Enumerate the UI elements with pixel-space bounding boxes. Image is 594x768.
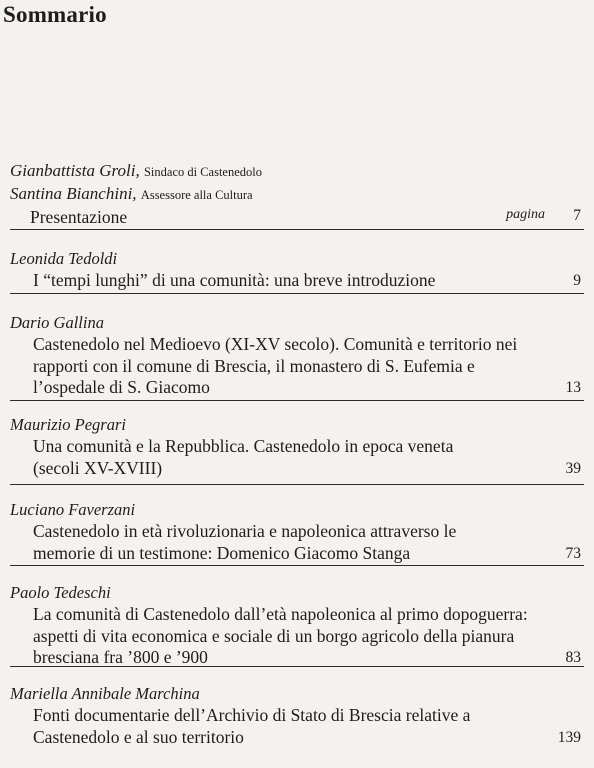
intro-author-2-role: Assessore alla Cultura bbox=[140, 188, 253, 202]
intro-title: Presentazione bbox=[30, 207, 128, 227]
toc-entry bbox=[10, 582, 585, 669]
entry-author: Mariella Annibale Marchina bbox=[10, 684, 200, 703]
entry-title-row bbox=[33, 604, 585, 669]
intro-author-2 bbox=[10, 183, 585, 206]
divider-rule bbox=[10, 565, 584, 566]
toc-entry bbox=[10, 248, 585, 292]
intro-author-2-name: Santina Bianchini, bbox=[10, 184, 137, 203]
toc-entry bbox=[10, 312, 585, 399]
divider-rule bbox=[10, 484, 584, 485]
intro-page-number: 7 bbox=[573, 207, 581, 224]
entry-author: Dario Gallina bbox=[10, 313, 104, 332]
entry-page-number: 39 bbox=[565, 459, 581, 477]
entry-title-row bbox=[33, 334, 585, 399]
entry-title: La comunità di Castenedolo dall’età napoleonica al primo dopoguerra: aspetti di vita economica e sociale di un borgo agricolo della pianura bresciana fra ’800 e ’900 bbox=[33, 604, 528, 667]
entry-author: Leonida Tedoldi bbox=[10, 249, 118, 268]
divider-rule bbox=[10, 229, 584, 230]
page-label: pagina bbox=[506, 207, 545, 222]
entry-title: I “tempi lunghi” di una comunità: una breve introduzione bbox=[33, 270, 436, 290]
toc-entry bbox=[10, 499, 585, 564]
toc-entry bbox=[10, 414, 585, 479]
divider-rule bbox=[10, 293, 584, 294]
intro-title-row bbox=[30, 206, 585, 228]
entry-title: Castenedolo in età rivoluzionaria e napoleonica attraverso le memorie di un testimone: Domenico Giacomo Stanga bbox=[33, 521, 457, 563]
intro-author-1-role: Sindaco di Castenedolo bbox=[143, 165, 263, 179]
entry-title-row bbox=[33, 521, 585, 564]
entry-author: Paolo Tedeschi bbox=[10, 583, 111, 602]
intro-author-1 bbox=[10, 160, 585, 183]
entry-page-number: 13 bbox=[565, 379, 581, 396]
page-title: Sommario bbox=[3, 2, 107, 27]
entry-author: Luciano Faverzani bbox=[10, 500, 136, 519]
entry-page-number: 83 bbox=[565, 649, 581, 666]
entry-title-row bbox=[33, 436, 585, 479]
intro-author-1-name: Gianbattista Groli, bbox=[10, 161, 140, 180]
entry-title: Una comunità e la Repubblica. Castenedolo in epoca veneta (secoli XV-XVIII) bbox=[33, 436, 454, 478]
divider-rule bbox=[10, 666, 584, 667]
toc-entry bbox=[10, 683, 585, 748]
entry-title: Castenedolo nel Medioevo (XI-XV secolo). Comunità e territorio nei rapporti con il comune di Brescia, il monastero di S. Eufemia e l’ospedale di S. Giacomo bbox=[33, 334, 518, 397]
entry-title: Fonti documentarie dell’Archivio di Stato di Brescia relative a Castenedolo e al suo territorio bbox=[33, 705, 471, 747]
intro-entry bbox=[10, 160, 585, 228]
entry-page-number: 73 bbox=[565, 544, 581, 562]
entry-author: Maurizio Pegrari bbox=[10, 415, 126, 434]
entry-title-row bbox=[33, 270, 585, 292]
entry-page-number: 139 bbox=[557, 728, 581, 746]
entry-page-number: 9 bbox=[573, 272, 581, 289]
divider-rule bbox=[10, 400, 584, 401]
entry-title-row bbox=[33, 705, 585, 748]
